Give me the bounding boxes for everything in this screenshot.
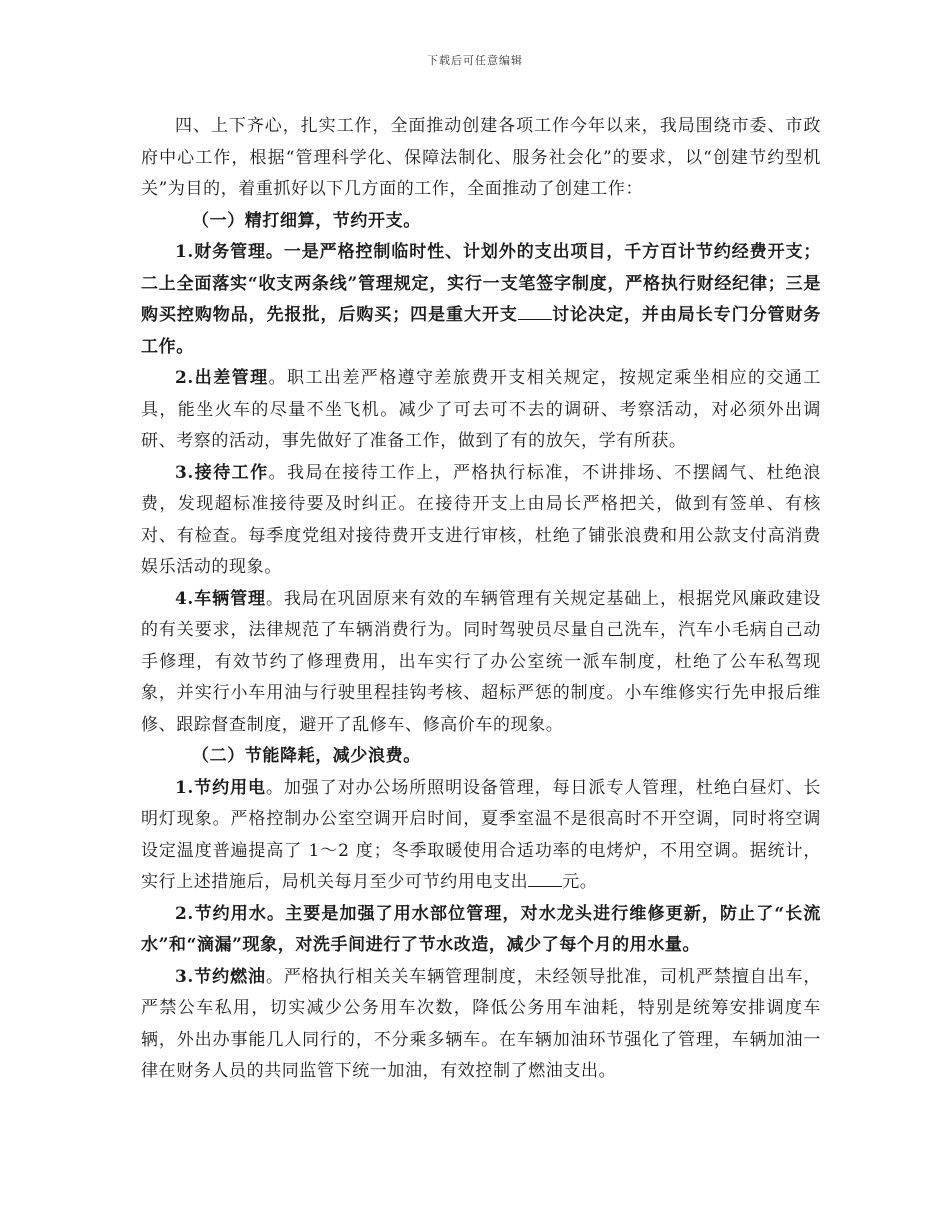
- fuel-saving-text: 。严格执行相关关车辆管理制度，未经领导批准，司机严禁擅自出车，严禁公车私用，切实减少公务用车次数，降低公务用车油耗，特别是统筹安排调度车辆，外出办事能几人同行的，不分乘多辆车。在车辆加油环节强化了管理，车辆加油一律在财务人员的共同监管下统一加油，有效控制了燃油支出。: [141, 966, 821, 1081]
- intro-paragraph: 四、上下齐心，扎实工作，全面推动创建各项工作今年以来，我局围绕市委、市政府中心工作，根据“管理科学化、保障法制化、服务社会化”的要求，以“创建节约型机关”为目的，着重抓好以下几方面的工作，全面推动了创建工作：: [141, 116, 821, 199]
- reception-text: 。我局在接待工作上，严格执行标准，不讲排场、不摆阔气、杜绝浪费，发现超标准接待要及时纠正。在接待开支上由局长严格把关，做到有签单、有核对、有检查。每季度党组对接待费开支进行审核，杜绝了铺张浪费和用公款支付高消费娱乐活动的现象。: [141, 462, 821, 577]
- reception-paragraph: [141, 458, 821, 584]
- water-saving-title: 2.节约用水。: [175, 903, 286, 924]
- finance-management-text-a: 一是严格控制临时性、计划外的支出项目，千方百计节约经费开支；二上全面落实“收支两条线”管理规定，实行一支笔签字制度，严格执行财经纪律；三是购买控购物品，先报批，后购买；四是重大开支: [141, 242, 821, 325]
- electricity-saving-title: 1.节约用电: [175, 777, 266, 798]
- fuel-saving-title: 3.节约燃油: [175, 966, 266, 987]
- page-header: 下载后可任意编辑: [427, 54, 523, 67]
- electricity-saving-text-b: 元。: [562, 872, 598, 892]
- travel-management-paragraph: [141, 363, 821, 458]
- reception-title: 3.接待工作: [175, 462, 269, 483]
- section-2-heading: （二）节能降耗，减少浪费。: [192, 746, 421, 766]
- water-saving-text: 主要是加强了用水部位管理，对水龙头进行维修更新，防止了“长流水”和“滴漏”现象，对洗手间进行了节水改造，减少了每个月的用水量。: [141, 903, 821, 955]
- section-1-heading: （一）精打细算，节约开支。: [192, 210, 421, 231]
- electricity-saving-paragraph: [141, 773, 821, 899]
- vehicle-management-paragraph: [141, 584, 821, 742]
- finance-management-title: 1.财务管理。: [175, 242, 284, 262]
- fuel-saving-paragraph: [141, 962, 821, 1088]
- travel-management-title: 2.出差管理: [175, 368, 269, 388]
- fill-blank: [528, 872, 562, 887]
- water-saving-paragraph: [141, 899, 821, 962]
- finance-management-text-b: 讨论决定，并由局长专门分管财务工作。: [141, 305, 821, 357]
- vehicle-management-title: 4.车辆管理: [175, 588, 266, 609]
- fill-blank: [518, 305, 552, 320]
- vehicle-management-text: 。我局在巩固原来有效的车辆管理有关规定基础上，根据党风廉政建设的有关要求，法律规范了车辆消费行为。同时驾驶员尽量自己洗车，汽车小毛病自己动手修理，有效节约了修理费用，出车实行了办公室统一派车制度，杜绝了公车私驾现象，并实行小车用油与行驶里程挂钩考核、超标严惩的制度。小车维修实行先申报后维修、跟踪督查制度，避开了乱修车、修高价车的现象。: [141, 588, 821, 735]
- finance-management-paragraph: [141, 237, 821, 363]
- document-body: [141, 111, 821, 1088]
- travel-management-text: 。职工出差严格遵守差旅费开支相关规定，按规定乘坐相应的交通工具，能坐火车的尽量不坐飞机。减少了可去可不去的调研、考察活动，对必须外出调研、考察的活动，事先做好了准备工作，做到了有的放矢，学有所获。: [141, 368, 821, 451]
- electricity-saving-text-a: 。加强了对办公场所照明设备管理，每日派专人管理，杜绝白昼灯、长明灯现象。严格控制办公室空调开启时间，夏季室温不是很高时不开空调，同时将空调设定温度普遍提高了 1～2 度；冬季取暖使用合适功率的电烤炉，不用空调。据统计，实行上述措施后，局机关每月至少可节约用电支出: [141, 777, 821, 892]
